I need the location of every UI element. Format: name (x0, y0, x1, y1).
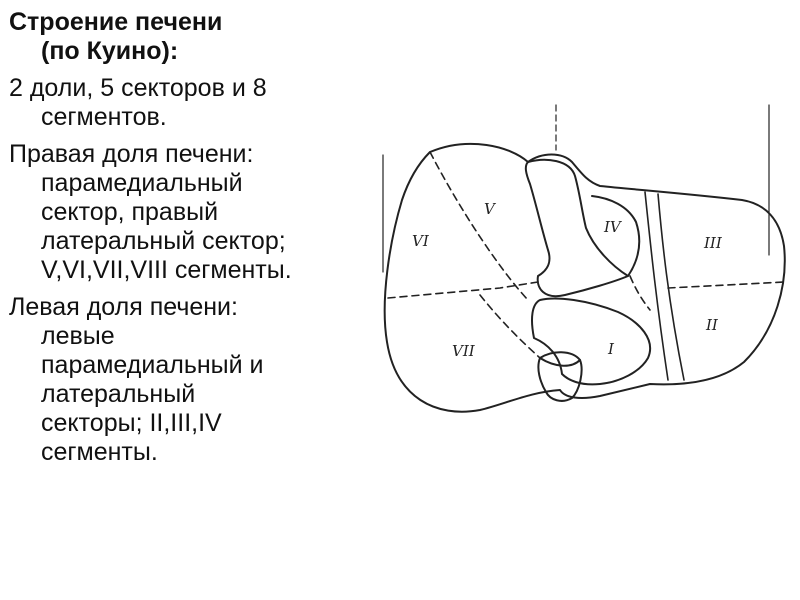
right-lobe-paragraph (9, 140, 369, 285)
left-lobe-paragraph (9, 293, 369, 467)
boundary-left-horizontal (668, 282, 784, 288)
segment-label-ii: II (706, 316, 718, 334)
segment-label-i: I (608, 340, 614, 358)
left-lobe-line-6: сегменты. (41, 438, 158, 466)
segment-boundaries (388, 152, 784, 358)
segment-label-vi: VI (412, 232, 429, 250)
right-lobe-line-3: сектор, правый (41, 198, 219, 226)
falciform-line-outer (645, 192, 668, 380)
segment-iv-pocket (592, 196, 639, 276)
left-lobe-line-4: латеральный (41, 380, 196, 408)
segment-label-v: V (484, 200, 495, 218)
boundary-iv-i (630, 276, 650, 310)
left-lobe-line-1: Левая доля печени: (9, 293, 238, 321)
left-lobe-line-2: левые (41, 322, 115, 350)
left-lobe-line-5: секторы; II,III,IV (41, 409, 222, 437)
summary-line-1: 2 доли, 5 секторов и 8 (9, 74, 267, 102)
segment-label-iv: IV (604, 218, 621, 236)
slide-title (9, 8, 369, 66)
right-lobe-line-2: парамедиальный (41, 169, 243, 197)
boundary-vi-v (430, 152, 528, 300)
summary-line-2: сегментов. (41, 103, 167, 131)
vena-cava-opening (540, 358, 580, 366)
text-column (9, 8, 369, 475)
liver-diagram (370, 100, 800, 430)
segment-label-iii: III (704, 234, 722, 252)
segment-i-lobe (532, 299, 650, 385)
right-lobe-line-1: Правая доля печени: (9, 140, 254, 168)
title-line-1: Строение печени (9, 8, 223, 36)
right-lobe-line-5: V,VI,VII,VIII сегменты. (41, 256, 292, 284)
right-lobe-line-4: латеральный сектор; (41, 227, 286, 255)
liver-diagram-svg (370, 100, 800, 430)
summary-paragraph (9, 74, 369, 132)
boundary-vii-i (480, 295, 540, 358)
segment-label-vii: VII (452, 342, 475, 360)
vena-cava-stub (538, 352, 581, 401)
left-lobe-line-3: парамедиальный и (41, 351, 264, 379)
liver-outline (385, 144, 785, 412)
title-line-2: (по Куино): (41, 37, 179, 65)
